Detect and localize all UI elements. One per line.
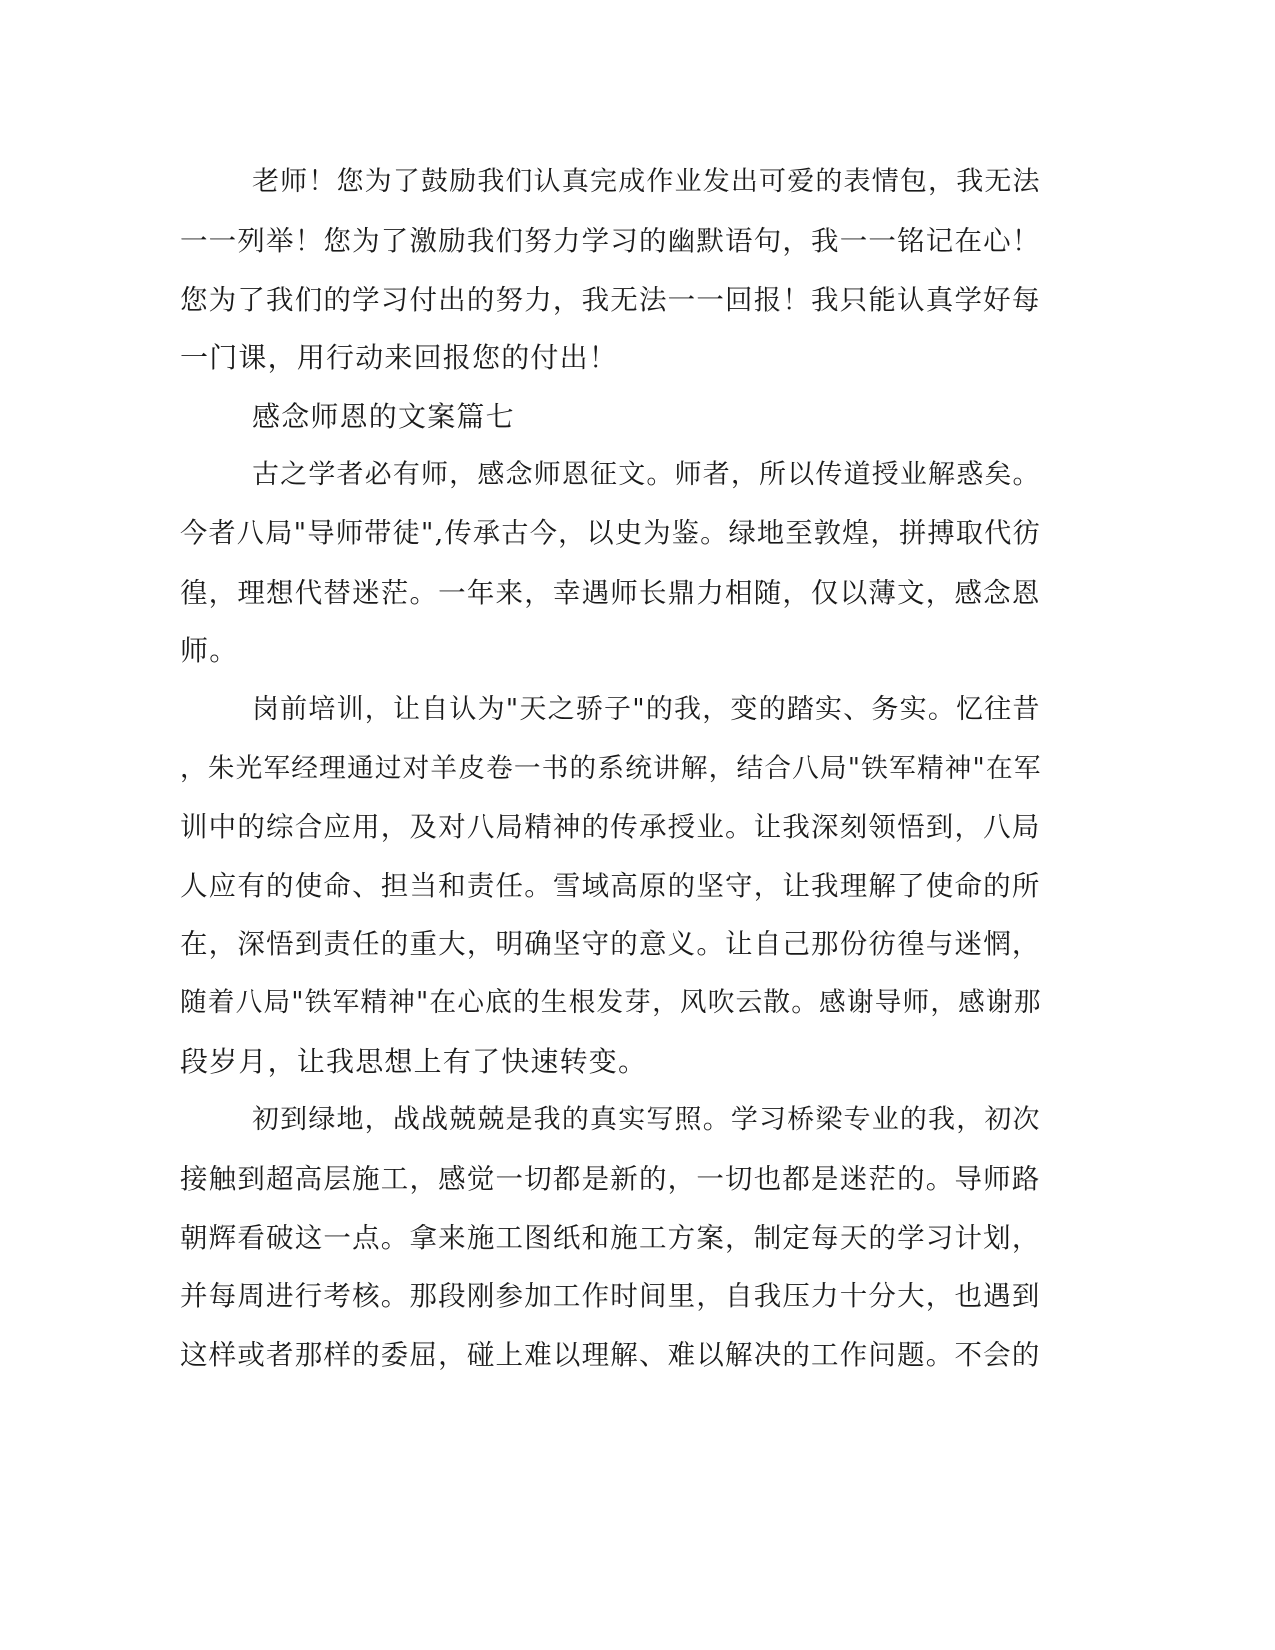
paragraph-line: 一门课，用行动来回报您的付出！: [180, 341, 619, 374]
paragraph-line: 岗前培训，让自认为"天之骄子"的我，变的踏实、务实。忆往昔: [252, 694, 1041, 725]
paragraph-line: 初到绿地，战战兢兢是我的真实写照。学习桥梁专业的我，初次: [252, 1104, 1041, 1135]
paragraph-line: 随着八局"铁军精神"在心底的生根发芽，风吹云散。感谢导师，感谢那: [180, 987, 1042, 1018]
paragraph-line: 这样或者那样的委屈，碰上难以理解、难以解决的工作问题。不会的: [180, 1339, 1041, 1371]
paragraph-line: 朝辉看破这一点。拿来施工图纸和施工方案，制定每天的学习计划，: [180, 1222, 1041, 1254]
paragraph-line: 训中的综合应用，及对八局精神的传承授业。让我深刻领悟到，八局: [180, 811, 1041, 843]
paragraph-line: 古之学者必有师，感念师恩征文。师者，所以传道授业解惑矣。: [252, 459, 1041, 490]
paragraph-line: 您为了我们的学习付出的努力，我无法一一回报！我只能认真学好每: [180, 284, 1041, 316]
paragraph-line: 一一列举！您为了激励我们努力学习的幽默语句，我一一铭记在心！: [180, 225, 1041, 257]
paragraph-line: 师。: [180, 634, 239, 667]
section-heading: 感念师恩的文案篇七: [252, 400, 515, 433]
paragraph-line: 徨，理想代替迷茫。一年来，幸遇师长鼎力相随，仅以薄文，感念恩: [180, 577, 1041, 609]
paragraph-line: ，朱光军经理通过对羊皮卷一书的系统讲解，结合八局"铁军精神"在军: [180, 753, 1042, 784]
paragraph-line: 老师！您为了鼓励我们认真完成作业发出可爱的表情包，我无法: [252, 166, 1041, 197]
paragraph-line: 在，深悟到责任的重大，明确坚守的意义。让自己那份彷徨与迷惘，: [180, 928, 1041, 960]
paragraph-line: 人应有的使命、担当和责任。雪域高原的坚守，让我理解了使命的所: [180, 870, 1041, 902]
paragraph-line: 段岁月，让我思想上有了快速转变。: [180, 1045, 648, 1078]
paragraph-line: 并每周进行考核。那段刚参加工作时间里，自我压力十分大，也遇到: [180, 1280, 1041, 1312]
paragraph-line: 今者八局"导师带徒",传承古今，以史为鉴。绿地至敦煌，拼搏取代彷: [180, 518, 1041, 549]
paragraph-line: 接触到超高层施工，感觉一切都是新的，一切也都是迷茫的。导师路: [180, 1163, 1041, 1195]
